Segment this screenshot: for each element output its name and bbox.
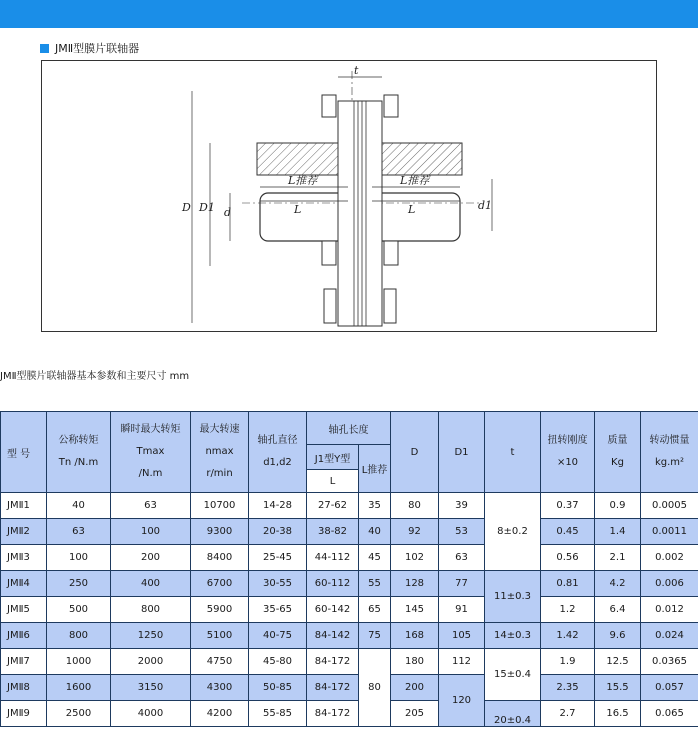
table-cell: 84-142 xyxy=(307,623,359,649)
table-cell: 92 xyxy=(391,519,439,545)
table-cell: 180 xyxy=(391,649,439,675)
table-row xyxy=(1,571,698,597)
table-cell: 4000 xyxy=(111,701,191,727)
table-cell: 168 xyxy=(391,623,439,649)
dim-d: d xyxy=(224,206,232,219)
table-cell: 102 xyxy=(391,545,439,571)
t-value-6: 14±0.3 xyxy=(485,623,541,649)
table-cell: 1.2 xyxy=(541,597,595,623)
table-cell: JMⅡ8 xyxy=(1,675,47,701)
table-cell: 0.56 xyxy=(541,545,595,571)
table-cell: 200 xyxy=(391,675,439,701)
table-cell: 4.2 xyxy=(595,571,641,597)
table-cell: 5900 xyxy=(191,597,249,623)
table-cell: 0.45 xyxy=(541,519,595,545)
table-cell: 1600 xyxy=(47,675,111,701)
table-cell: 0.0365 xyxy=(641,649,698,675)
t-value-4-5: 11±0.3 xyxy=(485,571,541,623)
table-cell: 1000 xyxy=(47,649,111,675)
coupling-diagram xyxy=(41,60,657,332)
table-cell: 0.0005 xyxy=(641,493,698,519)
spec-table xyxy=(0,411,698,727)
table-cell: 40 xyxy=(47,493,111,519)
table-cell: 0.9 xyxy=(595,493,641,519)
table-cell: 84-172 xyxy=(307,675,359,701)
table-cell: 44-112 xyxy=(307,545,359,571)
table-cell: 6700 xyxy=(191,571,249,597)
table-cell: 80 xyxy=(391,493,439,519)
dim-l-rec-right: L推荐 xyxy=(400,174,430,187)
table-cell: 40 xyxy=(359,519,391,545)
table-cell: 25-45 xyxy=(249,545,307,571)
table-cell: 0.81 xyxy=(541,571,595,597)
table-cell: 55-85 xyxy=(249,701,307,727)
table-cell: 205 xyxy=(391,701,439,727)
table-row xyxy=(1,649,698,675)
table-cell: 15.5 xyxy=(595,675,641,701)
table-cell: 0.012 xyxy=(641,597,698,623)
dim-l-left: L xyxy=(294,203,302,216)
table-cell: 1.9 xyxy=(541,649,595,675)
table-row xyxy=(1,545,698,571)
table-cell: JMⅡ6 xyxy=(1,623,47,649)
table-cell: 105 xyxy=(439,623,485,649)
table-cell: 20-38 xyxy=(249,519,307,545)
table-cell: 0.0011 xyxy=(641,519,698,545)
header-model: 型 号 xyxy=(1,412,47,493)
header-inertia: 转动惯量 kg.m² xyxy=(641,412,698,493)
table-cell: 200 xyxy=(111,545,191,571)
table-cell: 16.5 xyxy=(595,701,641,727)
table-cell: 9.6 xyxy=(595,623,641,649)
table-cell: 0.057 xyxy=(641,675,698,701)
table-cell: 0.006 xyxy=(641,571,698,597)
table-cell: 38-82 xyxy=(307,519,359,545)
table-cell: 77 xyxy=(439,571,485,597)
header-stiffness: 扭转刚度 ×10 xyxy=(541,412,595,493)
right-hub xyxy=(372,143,462,175)
table-row xyxy=(1,701,698,727)
top-banner xyxy=(0,0,698,28)
table-cell: 2.7 xyxy=(541,701,595,727)
coupling-drawing xyxy=(42,61,656,331)
header-t: t xyxy=(485,412,541,493)
dim-D1: D1 xyxy=(199,201,215,214)
table-cell: 45 xyxy=(359,545,391,571)
header-max-speed: 最大转速 nmax r/min xyxy=(191,412,249,493)
table-cell: 0.024 xyxy=(641,623,698,649)
table-cell: 65 xyxy=(359,597,391,623)
table-cell: 0.37 xyxy=(541,493,595,519)
left-hub xyxy=(257,143,347,175)
table-cell: 10700 xyxy=(191,493,249,519)
table-row xyxy=(1,493,698,519)
t-value-7-8: 15±0.4 xyxy=(485,649,541,701)
header-j1y: J1型Y型 xyxy=(307,445,359,470)
table-cell: 45-80 xyxy=(249,649,307,675)
table-cell: 1.42 xyxy=(541,623,595,649)
table-cell: 800 xyxy=(111,597,191,623)
table-cell: 60-142 xyxy=(307,597,359,623)
header-torque: 公称转矩 Tn /N.m xyxy=(47,412,111,493)
table-cell: 500 xyxy=(47,597,111,623)
table-cell: 800 xyxy=(47,623,111,649)
table-cell: 5100 xyxy=(191,623,249,649)
table-cell: 91 xyxy=(439,597,485,623)
table-cell: 75 xyxy=(359,623,391,649)
header-l-rec: L推荐 xyxy=(359,445,391,493)
table-cell: JMⅡ9 xyxy=(1,701,47,727)
table-cell: 0.002 xyxy=(641,545,698,571)
table-cell: 100 xyxy=(111,519,191,545)
table-cell: 12.5 xyxy=(595,649,641,675)
table-cell: 35 xyxy=(359,493,391,519)
table-cell: 2.1 xyxy=(595,545,641,571)
table-cell: 112 xyxy=(439,649,485,675)
dim-l-rec-left: L推荐 xyxy=(288,174,318,187)
table-cell: 1250 xyxy=(111,623,191,649)
table-cell: 0.065 xyxy=(641,701,698,727)
header-mass: 质量 Kg xyxy=(595,412,641,493)
bullet-square-icon xyxy=(40,44,49,53)
header-L: L xyxy=(307,470,359,493)
table-cell: 53 xyxy=(439,519,485,545)
section-title xyxy=(40,41,139,55)
table-cell: 84-172 xyxy=(307,701,359,727)
dim-D: D xyxy=(182,201,191,214)
dim-d1: d1 xyxy=(478,199,493,212)
table-row xyxy=(1,519,698,545)
table-cell: 63 xyxy=(47,519,111,545)
table-cell: 6.4 xyxy=(595,597,641,623)
table-cell: 63 xyxy=(439,545,485,571)
dim-l-right: L xyxy=(408,203,416,216)
table-cell: JMⅡ4 xyxy=(1,571,47,597)
table-row xyxy=(1,597,698,623)
table-cell: 40-75 xyxy=(249,623,307,649)
section-title-text: JMⅡ型膜片联轴器 xyxy=(55,42,140,55)
header-length: 轴孔长度 xyxy=(307,412,391,445)
table-cell: 50-85 xyxy=(249,675,307,701)
table-cell: 4200 xyxy=(191,701,249,727)
l-rec-7-9: 80 xyxy=(359,649,391,727)
header-bore: 轴孔直径 d1,d2 xyxy=(249,412,307,493)
table-caption: JMⅡ型膜片联轴器基本参数和主要尺寸 mm xyxy=(0,371,190,382)
table-cell: 2500 xyxy=(47,701,111,727)
table-cell: 14-28 xyxy=(249,493,307,519)
t-value-9: 20±0.4 xyxy=(485,701,541,727)
table-cell: JMⅡ2 xyxy=(1,519,47,545)
table-cell: 9300 xyxy=(191,519,249,545)
table-cell: 4750 xyxy=(191,649,249,675)
table-cell: 2000 xyxy=(111,649,191,675)
table-cell: 128 xyxy=(391,571,439,597)
table-cell: 39 xyxy=(439,493,485,519)
table-cell: 145 xyxy=(391,597,439,623)
dim-t: t xyxy=(354,64,359,77)
table-cell: 8400 xyxy=(191,545,249,571)
t-value-1-3: 8±0.2 xyxy=(485,493,541,571)
table-cell: JMⅡ3 xyxy=(1,545,47,571)
header-peak-torque: 瞬时最大转矩 Tmax /N.m xyxy=(111,412,191,493)
table-cell: 100 xyxy=(47,545,111,571)
d1-8-9: 120 xyxy=(439,675,485,727)
table-cell: 400 xyxy=(111,571,191,597)
table-cell: JMⅡ7 xyxy=(1,649,47,675)
table-cell: 4300 xyxy=(191,675,249,701)
table-cell: 63 xyxy=(111,493,191,519)
table-cell: 3150 xyxy=(111,675,191,701)
table-cell: 250 xyxy=(47,571,111,597)
table-cell: 1.4 xyxy=(595,519,641,545)
header-D1: D1 xyxy=(439,412,485,493)
table-cell: 84-172 xyxy=(307,649,359,675)
table-cell: 30-55 xyxy=(249,571,307,597)
header-D: D xyxy=(391,412,439,493)
table-cell: JMⅡ1 xyxy=(1,493,47,519)
table-cell: 2.35 xyxy=(541,675,595,701)
table-cell: 27-62 xyxy=(307,493,359,519)
table-row xyxy=(1,675,698,701)
table-cell: 35-65 xyxy=(249,597,307,623)
table-cell: JMⅡ5 xyxy=(1,597,47,623)
table-row xyxy=(1,623,698,649)
table-cell: 60-112 xyxy=(307,571,359,597)
table-cell: 55 xyxy=(359,571,391,597)
